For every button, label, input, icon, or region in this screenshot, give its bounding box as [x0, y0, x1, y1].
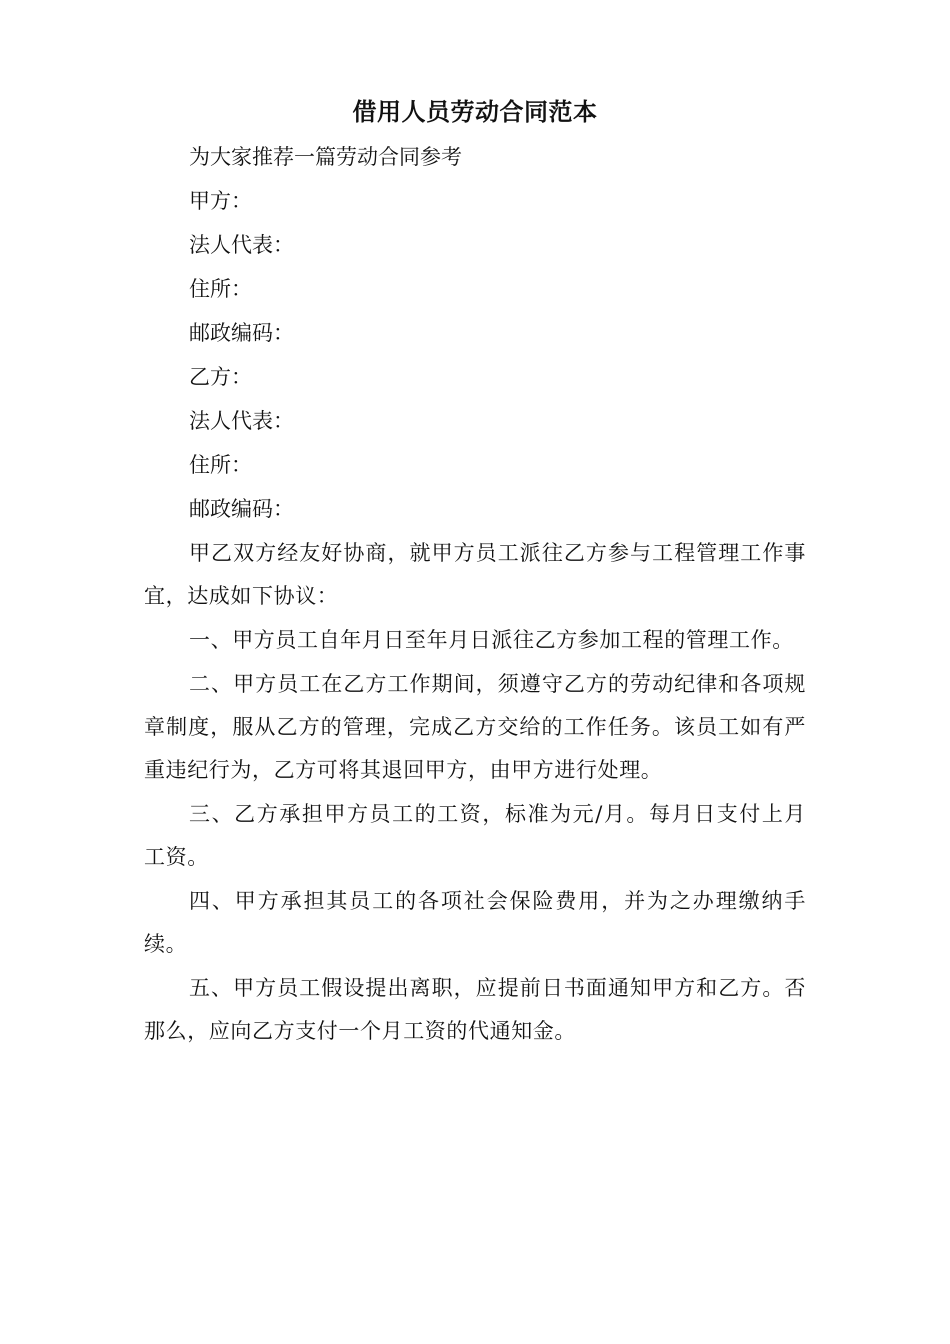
document-body — [144, 135, 806, 1053]
party-b-postal-label: 邮政编码： — [189, 497, 294, 521]
clause-2: 二、甲方员工在乙方工作期间，须遵守乙方的劳动纪律和各项规章制度，服从乙方的管理，完成乙方交给的工作任务。该员工如有严重违纪行为，乙方可将其退回甲方，由甲方进行处理。 — [144, 672, 806, 782]
clause-1: 一、甲方员工自年月日至年月日派往乙方参加工程的管理工作。 — [189, 628, 794, 652]
clause-3: 三、乙方承担甲方员工的工资，标准为元/月。每月日支付上月 工资。 — [144, 802, 806, 869]
clause-4: 四、甲方承担其员工的各项社会保险费用，并为之办理缴纳手续。 — [144, 889, 806, 956]
party-b-address-label: 住所： — [189, 453, 252, 477]
document-title: 借用人员劳动合同范本 — [352, 97, 598, 126]
party-b-rep-label: 法人代表： — [189, 409, 294, 433]
intro-line: 为大家推荐一篇劳动合同参考 — [189, 145, 462, 169]
party-b-label: 乙方： — [189, 365, 252, 389]
clause-5: 五、甲方员工假设提出离职，应提前日书面通知甲方和乙方。否那么，应向乙方支付一个月工资的代通知金。 — [144, 976, 806, 1043]
party-a-address-label: 住所： — [189, 277, 252, 301]
party-a-rep-label: 法人代表： — [189, 233, 294, 257]
party-a-label: 甲方： — [189, 189, 252, 213]
preamble-paragraph: 甲乙双方经友好协商，就甲方员工派往乙方参与工程管理工作事宜，达成如下协议： — [144, 541, 806, 608]
party-a-postal-label: 邮政编码： — [189, 321, 294, 345]
